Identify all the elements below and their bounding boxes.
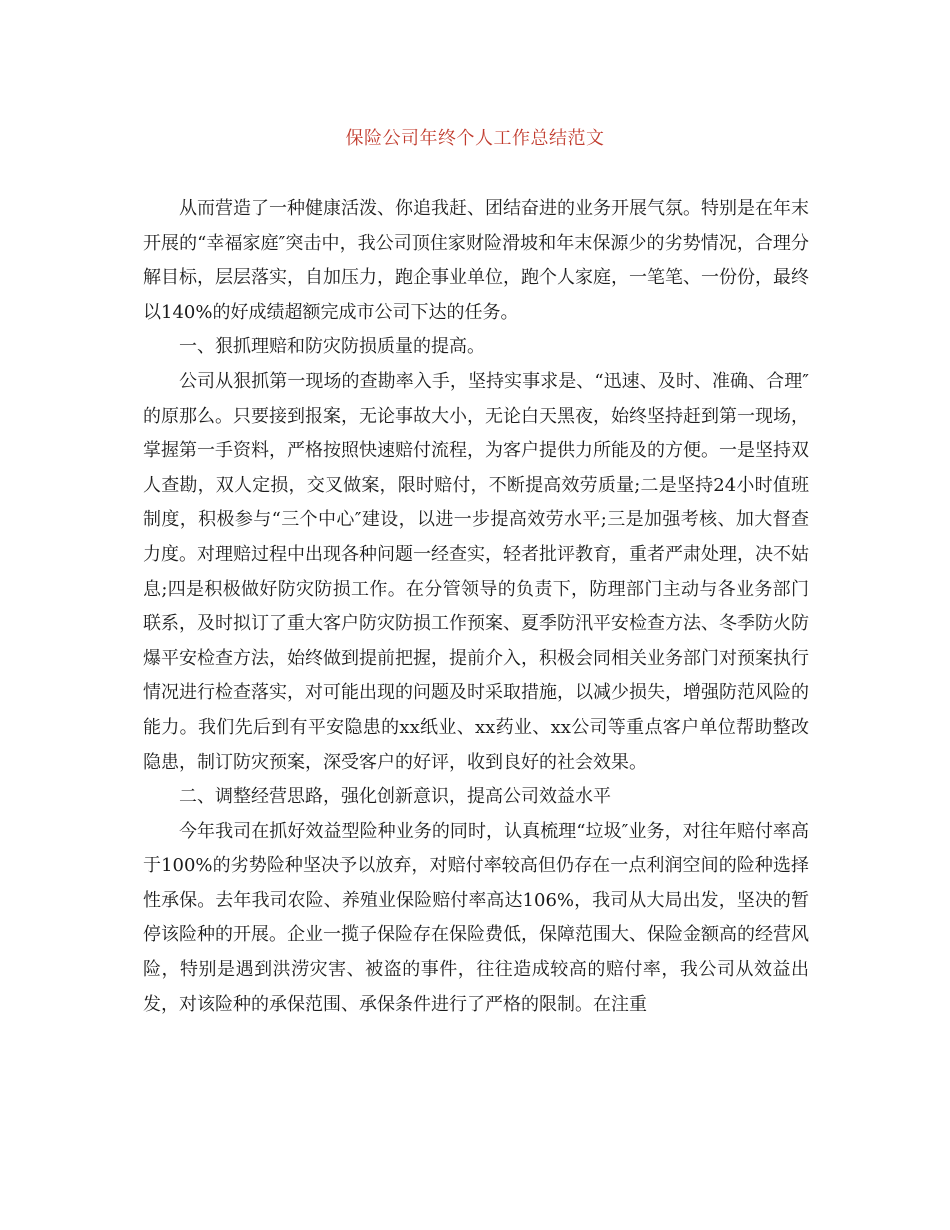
section-heading-1: 一、狠抓理赔和防灾防损质量的提高。 xyxy=(179,336,485,358)
section-heading-2: 二、调整经营思路，强化创新意识，提高公司效益水平 xyxy=(179,786,611,808)
paragraph-intro: 从而营造了一种健康活泼、你追我赶、团结奋进的业务开展气氛。特别是在年末开展的“幸福家庭″突击中，我公司顶住家财险滑坡和年末保源少的劣势情况，合理分解目标，层层落实，自加压力，跑企事业单位，跑个人家庭，一笔笔、一份份，最终以140%的好成绩超额完成市公司下达的任务。 xyxy=(143,198,809,323)
paragraph-claims: 公司从狠抓第一现场的查勘率入手，坚持实事求是、“迅速、及时、准确、合理″的原那么。只要接到报案，无论事故大小，无论白天黑夜，始终坚持赶到第一现场，掌握第一手资料，严格按照快速赔付流程，为客户提供力所能及的方便。一是坚持双人查勘，双人定损，交叉做案，限时赔付，不断提高效劳质量;二是坚持24小时值班制度，积极参与“三个中心″建设，以进一步提高效劳水平;三是加强考核、加大督查力度。对理赔过程中出现各种问题一经查实，轻者批评教育，重者严肃处理，决不姑息;四是积极做好防灾防损工作。在分管领导的负责下，防理部门主动与各业务部门联系，及时拟订了重大客户防灾防损工作预案、夏季防汛平安检查方法、冬季防火防爆平安检查方法，始终做到提前把握，提前介入，积极会同相关业务部门对预案执行情况进行检查落实，对可能出现的问题及时采取措施，以减少损失，增强防范风险的能力。我们先后到有平安隐患的xx纸业、xx药业、xx公司等重点客户单位帮助整改隐患，制订防灾预案，深受客户的好评，收到良好的社会效果。 xyxy=(143,370,809,773)
document-body xyxy=(143,192,809,1022)
paragraph-strategy: 今年我司在抓好效益型险种业务的同时，认真梳理“垃圾″业务，对往年赔付率高于100%的劣势险种坚决予以放弃，对赔付率较高但仍存在一点利润空间的险种选择性承保。去年我司农险、养殖业保险赔付率高达106%，我司从大局出发，坚决的暂停该险种的开展。企业一揽子保险存在保险费低，保障范围大、保险金额高的经营风险，特别是遇到洪涝灾害、被盗的事件，往往造成较高的赔付率，我公司从效益出发，对该险种的承保范围、承保条件进行了严格的限制。在注重 xyxy=(143,820,809,1015)
document-title: 保险公司年终个人工作总结范文 xyxy=(345,128,605,149)
